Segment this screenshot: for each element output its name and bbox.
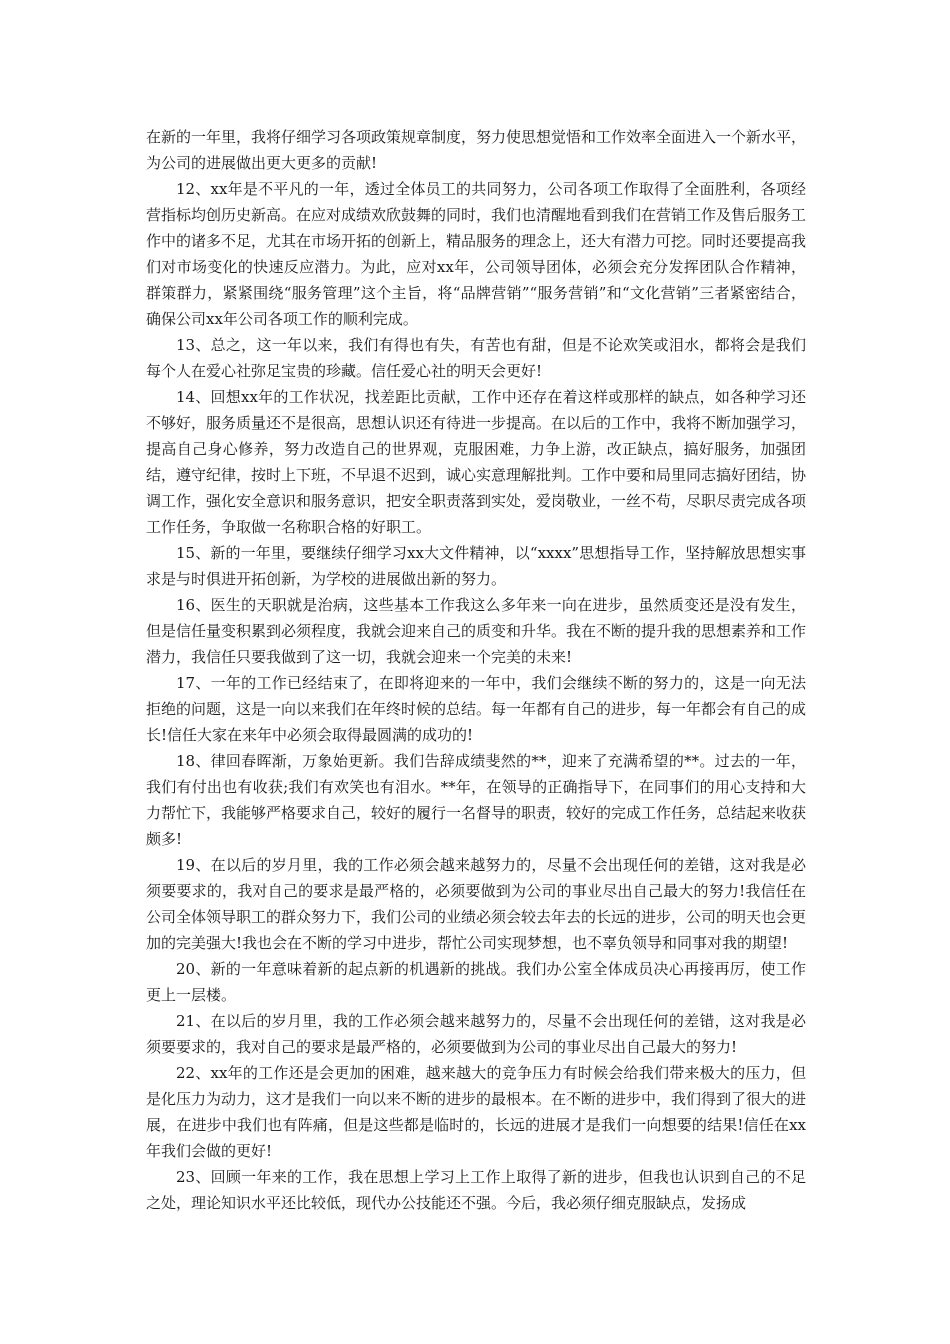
- paragraph-20: 20、新的一年意味着新的起点新的机遇新的挑战。我们办公室全体成员决心再接再厉，使工作更上一层楼。: [146, 960, 806, 1004]
- paragraph-14: 14、回想xx年的工作状况，找差距比贡献，工作中还存在着这样或那样的缺点，如各种学习还不够好，服务质量还不是很高，思想认识还有待进一步提高。在以后的工作中，我将不断加强学习，提高自己身心修养，努力改造自己的世界观，克服困难，力争上游，改正缺点，搞好服务，加强团结，遵守纪律，按时上下班，不早退不迟到，诚心实意理解批判。工作中要和局里同志搞好团结，协调工作，强化安全意识和服务意识，把安全职责落到实处，爱岗敬业，一丝不苟，尽职尽责完成各项工作任务，争取做一名称职合格的好职工。: [146, 388, 807, 536]
- paragraph-13: 13、总之，这一年以来，我们有得也有失，有苦也有甜，但是不论欢笑或泪水，都将会是我们每个人在爱心社弥足宝贵的珍藏。信任爱心社的明天会更好!: [146, 336, 806, 380]
- paragraph-12: 12、xx年是不平凡的一年，透过全体员工的共同努力，公司各项工作取得了全面胜利，各项经营指标均创历史新高。在应对成绩欢欣鼓舞的同时，我们也清醒地看到我们在营销工作及售后服务工作中的诸多不足，尤其在市场开拓的创新上，精品服务的理念上，还大有潜力可挖。同时还要提高我们对市场变化的快速反应潜力。为此，应对xx年，公司领导团体，必须会充分发挥团队合作精神，群策群力，紧紧围绕“服务管理”这个主旨，将“品牌营销”“服务营销”和“文化营销”三者紧密结合，确保公司xx年公司各项工作的顺利完成。: [146, 180, 807, 328]
- paragraph-18: 18、律回春晖渐，万象始更新。我们告辞成绩斐然的**，迎来了充满希望的**。过去的一年，我们有付出也有收获;我们有欢笑也有泪水。**年，在领导的正确指导下，在同事们的用心支持和大力帮忙下，我能够严格要求自己，较好的履行一名督导的职责，较好的完成工作任务，总结起来收获颇多!: [146, 752, 807, 848]
- paragraph-16: 16、医生的天职就是治病，这些基本工作我这么多年来一向在进步，虽然质变还是没有发生，但是信任量变积累到必须程度，我就会迎来自己的质变和升华。我在不断的提升我的思想素养和工作潜力，我信任只要我做到了这一切，我就会迎来一个完美的未来!: [146, 596, 807, 666]
- paragraph-22: 22、xx年的工作还是会更加的困难，越来越大的竞争压力有时候会给我们带来极大的压力，但是化压力为动力，这才是我们一向以来不断的进步的最根本。在不断的进步中，我们得到了很大的进展，在进步中我们也有阵痛，但是这些都是临时的，长远的进展才是我们一向想要的结果!信任在xx年我们会做的更好!: [146, 1064, 807, 1160]
- paragraph-17: 17、一年的工作已经结束了，在即将迎来的一年中，我们会继续不断的努力的，这是一向无法拒绝的问题，这是一向以来我们在年终时候的总结。每一年都有自己的进步，每一年都会有自己的成长!信任大家在来年中必须会取得最圆满的成功的!: [146, 674, 807, 744]
- paragraph-15: 15、新的一年里，要继续仔细学习xx大文件精神，以“xxxx”思想指导工作，坚持解放思想实事求是与时俱进开拓创新，为学校的进展做出新的努力。: [146, 544, 806, 588]
- paragraph-19: 19、在以后的岁月里，我的工作必须会越来越努力的，尽量不会出现任何的差错，这对我是必须要要求的，我对自己的要求是最严格的，必须要做到为公司的事业尽出自己最大的努力!我信任在公司全体领导职工的群众努力下，我们公司的业绩必须会较去年去的长远的进步，公司的明天也会更加的完美强大!我也会在不断的学习中进步，帮忙公司实现梦想，也不辜负领导和同事对我的期望!: [146, 856, 807, 952]
- paragraph-intro: 在新的一年里，我将仔细学习各项政策规章制度，努力使思想觉悟和工作效率全面进入一个新水平，为公司的进展做出更大更多的贡献!: [146, 128, 807, 172]
- paragraph-23: 23、回顾一年来的工作，我在思想上学习上工作上取得了新的进步，但我也认识到自己的不足之处，理论知识水平还比较低，现代办公技能还不强。今后，我必须仔细克服缺点，发扬成: [146, 1168, 806, 1212]
- paragraph-21: 21、在以后的岁月里，我的工作必须会越来越努力的，尽量不会出现任何的差错，这对我是必须要要求的，我对自己的要求是最严格的，必须要做到为公司的事业尽出自己最大的努力!: [146, 1012, 806, 1056]
- document-body: [146, 124, 806, 1216]
